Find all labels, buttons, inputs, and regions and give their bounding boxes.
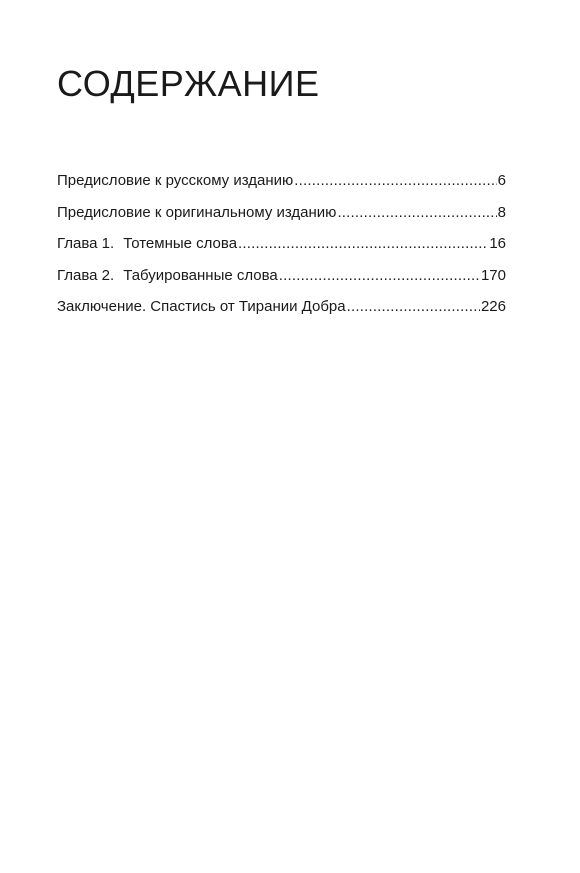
toc-entry-label: Заключение. Спастись от Тирании Добра [57, 298, 346, 315]
toc-entry-label: Предисловие к оригинальному изданию [57, 203, 337, 221]
toc-dot-leader [337, 202, 496, 224]
toc-entry-page: 16 [489, 235, 506, 252]
toc-entry-conclusion[interactable] [57, 296, 506, 328]
toc-entry-label: Предисловие к русскому изданию [57, 172, 294, 189]
toc-entry-label: Тотемные слова [123, 235, 238, 252]
toc-entry-chapter-2[interactable] [57, 265, 506, 297]
toc-entry-chapter-number: Глава 2. [57, 266, 115, 284]
toc-dot-leader [347, 296, 480, 318]
toc-entry-label: Табуированные слова [123, 266, 278, 284]
toc-entry-russian-preface[interactable] [57, 170, 506, 202]
toc-dot-leader [279, 265, 480, 287]
toc-dot-leader [294, 170, 496, 192]
toc-entry-chapter-1[interactable] [57, 233, 506, 265]
toc-entry-page: 6 [497, 172, 506, 189]
toc-entry-page: 226 [480, 298, 506, 315]
toc-entry-chapter-number: Глава 1. [57, 235, 115, 252]
toc-dot-leader [238, 233, 488, 255]
toc-entry-page: 170 [480, 266, 506, 284]
page-title: СОДЕРЖАНИЕ [57, 63, 320, 104]
toc-entry-original-preface[interactable] [57, 202, 506, 234]
toc-entry-page: 8 [497, 203, 506, 221]
table-of-contents [57, 170, 506, 328]
